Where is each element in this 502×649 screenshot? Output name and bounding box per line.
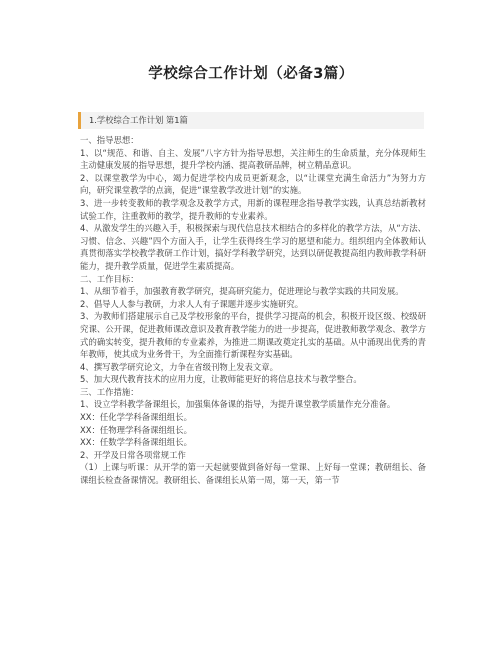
paragraph: 3、进一步转变教师的教学观念及教学方式，用新的课程理念指导教学实践，认真总结新教材试验工作，注重教师的教学，提升教师的专业素养。	[80, 197, 426, 221]
paragraph: （1）上课与听课：从开学的第一天起就要做到备好每一堂课、上好每一堂课；教研组长、备课组长检查备课情况。教研组长、备课组长从第一周，第一天，第一节	[80, 462, 426, 486]
paragraph: 二、工作目标：	[80, 273, 139, 284]
paragraph: 一、指导思想：	[80, 135, 139, 145]
paragraph: 2、以课堂教学为中心，竭力促进学校内成员更新观念，以“让课堂充满生命活力”为努力方向，研究课堂教学的点滴，促进“课堂教学改进计划”的实施。	[80, 172, 426, 196]
paragraph: 4、撰写教学研究论文，力争在省级刊物上发表文章。	[80, 361, 278, 372]
paragraph: 2、开学及日常各项常规工作	[80, 449, 186, 460]
paragraph: 4、从激发学生的兴趣入手，积极探索与现代信息技术相结合的多样化的教学方法，从“方法、习惯、信念、兴趣”四个方面入手，让学生获得终生学习的愿望和能力。组织组内全体教师认真贯彻落实学校教学教研工作计划，搞好学科教学研究，达到以研促教提高组内教师教学科研能力，提升教学质量，促进学生素质提高。	[80, 223, 426, 271]
paragraph: 2、倡导人人参与教研，力求人人有子课题并逐步实施研究。	[80, 298, 304, 309]
paragraph: 3、为教师们搭建展示自己及学校形象的平台，提供学习提高的机会，积极开设区级、校级研究课、公开课，促进教师课改意识及教育教学能力的进一步提高，促进教师教学观念、教学方式的确实转变，提升教师的专业素养，为推进二期课改奠定扎实的基础。从中涌现出优秀的青年教师，使其成为业务骨干，为全面推行新课程夯实基础。	[80, 311, 426, 360]
paragraph: XX：任化学学科备课组组长。	[80, 412, 192, 423]
document-title: 学校综合工作计划（必备3篇）	[148, 66, 354, 82]
paragraph: 1、以“规范、和谐、自主、发展”八字方针为指导思想，关注师生的生命质量，充分体现师生主动健康发展的指导思想，提升学校内涵、提高教研品牌，树立精品意识。	[80, 147, 426, 171]
paragraph: XX：任物理学科备课组组长。	[80, 424, 192, 435]
section-heading: 1.学校综合工作计划 第1篇	[89, 115, 188, 125]
section-heading-bar	[78, 112, 424, 129]
paragraph: XX：任数学学科备课组组长。	[80, 437, 192, 448]
document-body	[80, 134, 426, 487]
paragraph: 三、工作措施：	[80, 386, 139, 397]
paragraph: 1、从细节着手，加强教育教学研究，提高研究能力，促进理论与教学实践的共同发展。	[80, 286, 404, 297]
paragraph: 5、加大现代教育技术的应用力度，让教师能更好的将信息技术与教学整合。	[80, 374, 362, 385]
paragraph: 1、设立学科教学备课组长，加强集体备课的指导，为提升课堂教学质量作充分准备。	[80, 399, 396, 410]
